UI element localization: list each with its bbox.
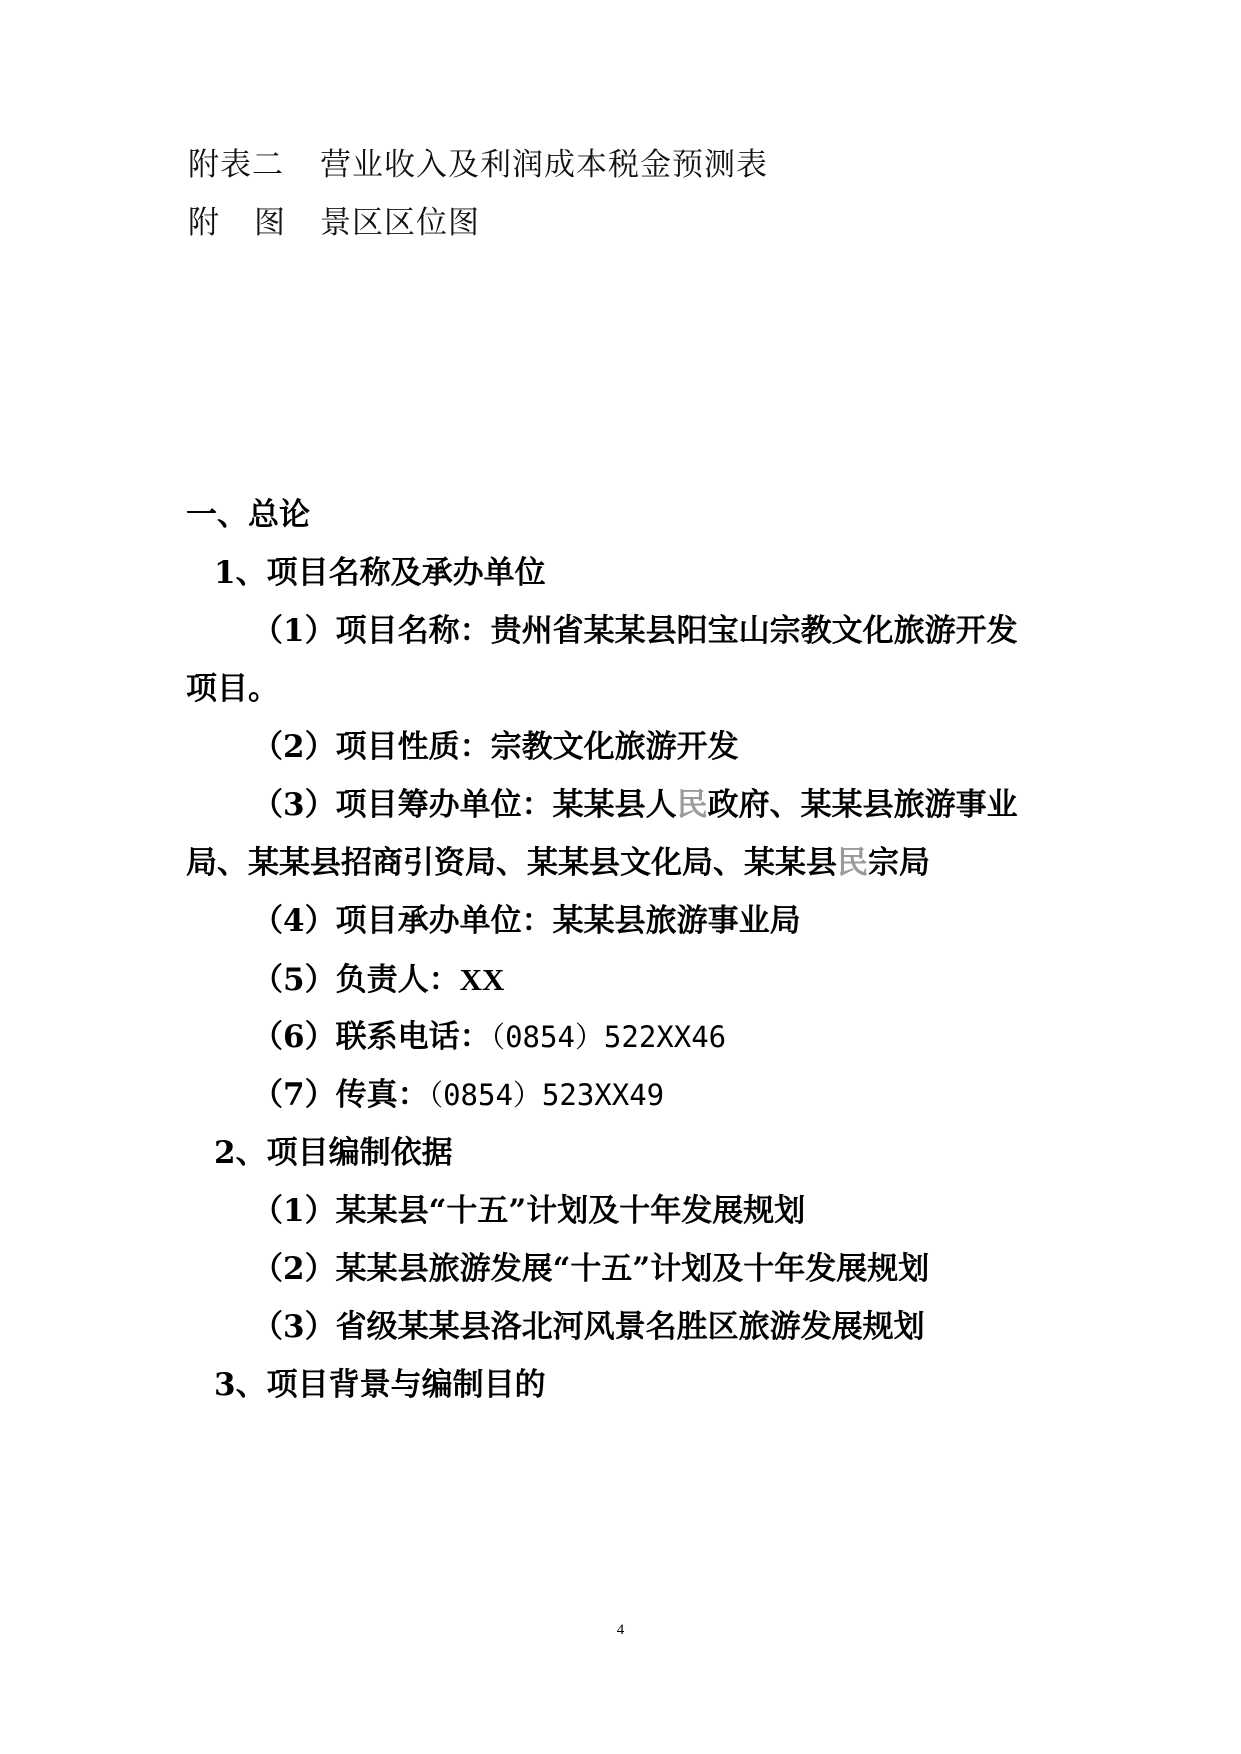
item-project-name-line2: 项目。 xyxy=(186,671,279,707)
item-organizers-line2: 局、某某县招商引资局、某某县文化局、某某县民宗局 xyxy=(186,845,930,881)
item-organizers-line1: （3）项目筹办单位：某某县人民政府、某某县旅游事业 xyxy=(252,787,1018,823)
person-in-charge-value: XX xyxy=(459,962,505,997)
section-heading-general: 一、总论 xyxy=(186,497,310,533)
fax-value: （0854）523XX49 xyxy=(428,1078,665,1112)
item-person-in-charge: （5）负责人：XX xyxy=(252,962,505,998)
appendix-figure-title: 景区区位图 xyxy=(320,205,480,241)
item-phone: （6）联系电话：（0854）522XX46 xyxy=(252,1019,727,1055)
appendix-table2-label: 附表二 xyxy=(188,147,284,183)
phone-value: （0854）522XX46 xyxy=(490,1020,727,1054)
appendix-figure-line xyxy=(188,205,480,241)
item-project-nature: （2）项目性质：宗教文化旅游开发 xyxy=(252,729,739,765)
page-number: 4 xyxy=(616,1622,625,1638)
basis-item-3: （3）省级某某县洛北河风景名胜区旅游发展规划 xyxy=(252,1309,925,1345)
subsection-heading-2: 2、项目编制依据 xyxy=(214,1135,453,1171)
appendix-table2-line xyxy=(188,147,768,183)
basis-item-2: （2）某某县旅游发展“十五”计划及十年发展规划 xyxy=(252,1251,930,1287)
appendix-table2-title: 营业收入及利润成本税金预测表 xyxy=(320,147,768,183)
appendix-figure-label: 附 图 xyxy=(188,205,286,241)
subsection-heading-3: 3、项目背景与编制目的 xyxy=(214,1367,546,1403)
basis-item-1: （1）某某县“十五”计划及十年发展规划 xyxy=(252,1193,806,1229)
item-undertaking-unit: （4）项目承办单位：某某县旅游事业局 xyxy=(252,903,801,939)
subsection-heading-1: 1、项目名称及承办单位 xyxy=(214,555,546,591)
ghost-char: 民 xyxy=(676,787,708,823)
item-fax: （7）传真：（0854）523XX49 xyxy=(252,1077,665,1113)
item-project-name-line1: （1）项目名称：贵州省某某县阳宝山宗教文化旅游开发 xyxy=(252,613,1018,649)
ghost-char: 民 xyxy=(837,845,868,881)
